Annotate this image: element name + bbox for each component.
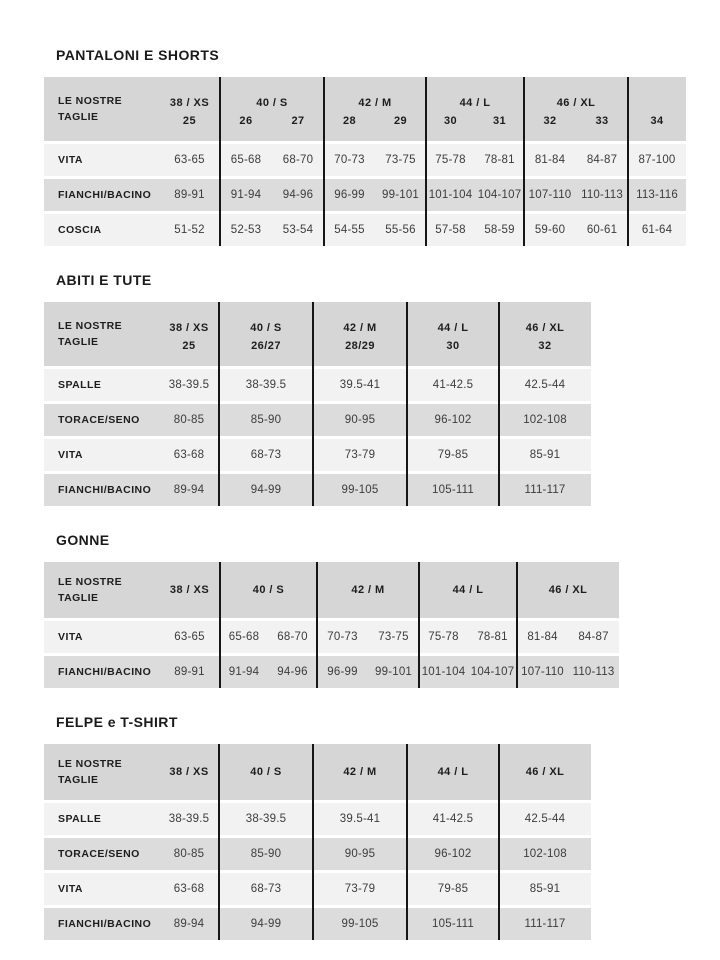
measure-value: 68-70 bbox=[268, 618, 317, 653]
measure-value: 85-90 bbox=[219, 401, 313, 436]
section-title: PANTALONI E SHORTS bbox=[56, 47, 220, 63]
measure-value: 57-58 bbox=[426, 211, 475, 246]
size-number: 26/27 bbox=[219, 337, 313, 366]
measure-value: 75-78 bbox=[419, 618, 468, 653]
table-row bbox=[44, 211, 686, 246]
corner-label: LE NOSTRE TAGLIE bbox=[44, 302, 159, 366]
size-group-label: 38 / XS bbox=[159, 562, 220, 618]
measure-value: 78-81 bbox=[475, 141, 524, 176]
table-row bbox=[44, 176, 686, 211]
measure-value: 68-73 bbox=[219, 870, 313, 905]
size-group-label: 40 / S bbox=[219, 744, 313, 800]
column-divider bbox=[627, 77, 629, 246]
measure-value: 89-94 bbox=[159, 905, 219, 940]
table-row bbox=[44, 141, 686, 176]
size-table-abiti bbox=[44, 302, 591, 506]
section-title: GONNE bbox=[56, 532, 110, 548]
measure-label: FIANCHI/BACINO bbox=[44, 176, 159, 211]
size-number: 30 bbox=[426, 112, 475, 141]
size-group-label: 46 / XL bbox=[499, 302, 591, 337]
size-group-label: 46 / XL bbox=[499, 744, 591, 800]
size-group-label: 44 / L bbox=[419, 562, 517, 618]
measure-label: VITA bbox=[44, 436, 159, 471]
section-gonne bbox=[44, 532, 720, 688]
measure-value: 102-108 bbox=[499, 835, 591, 870]
measure-value: 105-111 bbox=[407, 905, 499, 940]
measure-value: 42.5-44 bbox=[499, 800, 591, 835]
size-table bbox=[44, 744, 591, 940]
measure-value: 68-70 bbox=[272, 141, 324, 176]
table-row bbox=[44, 366, 591, 401]
measure-value: 85-91 bbox=[499, 870, 591, 905]
section-abiti-e-tute bbox=[44, 272, 720, 506]
measure-value: 60-61 bbox=[576, 211, 628, 246]
measure-value: 38-39.5 bbox=[159, 800, 219, 835]
section-title: ABITI E TUTE bbox=[56, 272, 152, 288]
table-row bbox=[44, 401, 591, 436]
measure-value: 65-68 bbox=[220, 618, 268, 653]
measure-value: 55-56 bbox=[375, 211, 426, 246]
measure-value: 39.5-41 bbox=[313, 800, 407, 835]
size-table bbox=[44, 77, 686, 246]
measure-label: FIANCHI/BACINO bbox=[44, 653, 159, 688]
measure-value: 96-99 bbox=[317, 653, 368, 688]
size-table bbox=[44, 302, 591, 506]
measure-value: 90-95 bbox=[313, 835, 407, 870]
size-table bbox=[44, 562, 619, 688]
measure-value: 42.5-44 bbox=[499, 366, 591, 401]
measure-value: 94-96 bbox=[268, 653, 317, 688]
section-title: FELPE e T-SHIRT bbox=[56, 714, 178, 730]
corner-label: LE NOSTRE TAGLIE bbox=[44, 77, 159, 141]
measure-value: 38-39.5 bbox=[219, 366, 313, 401]
measure-value: 89-91 bbox=[159, 653, 220, 688]
corner-label: LE NOSTRE TAGLIE bbox=[44, 744, 159, 800]
measure-value: 41-42.5 bbox=[407, 366, 499, 401]
measure-value: 99-105 bbox=[313, 471, 407, 506]
measure-value: 81-84 bbox=[524, 141, 576, 176]
measure-value: 63-65 bbox=[159, 618, 220, 653]
measure-value: 63-65 bbox=[159, 141, 220, 176]
measure-label: FIANCHI/BACINO bbox=[44, 471, 159, 506]
measure-value: 90-95 bbox=[313, 401, 407, 436]
size-number: 32 bbox=[499, 337, 591, 366]
size-group-label: 44 / L bbox=[426, 77, 524, 112]
measure-value: 68-73 bbox=[219, 436, 313, 471]
measure-value: 96-99 bbox=[324, 176, 375, 211]
size-group-label: 46 / XL bbox=[524, 77, 628, 112]
column-divider bbox=[219, 562, 221, 688]
measure-value: 101-104 bbox=[419, 653, 468, 688]
measure-value: 63-68 bbox=[159, 436, 219, 471]
measure-value: 51-52 bbox=[159, 211, 220, 246]
measure-value: 84-87 bbox=[568, 618, 619, 653]
measure-value: 58-59 bbox=[475, 211, 524, 246]
size-group-label bbox=[628, 77, 686, 112]
measure-value: 70-73 bbox=[324, 141, 375, 176]
column-divider bbox=[312, 302, 314, 506]
size-group-label: 42 / M bbox=[313, 302, 407, 337]
measure-value: 110-113 bbox=[576, 176, 628, 211]
measure-value: 38-39.5 bbox=[219, 800, 313, 835]
size-group-label: 40 / S bbox=[220, 77, 324, 112]
table-row bbox=[44, 870, 591, 905]
column-divider bbox=[316, 562, 318, 688]
size-group-label: 44 / L bbox=[407, 302, 499, 337]
column-divider bbox=[498, 302, 500, 506]
measure-value: 80-85 bbox=[159, 401, 219, 436]
size-group-label: 44 / L bbox=[407, 744, 499, 800]
size-number: 25 bbox=[159, 112, 220, 141]
column-divider bbox=[406, 744, 408, 940]
size-number: 34 bbox=[628, 112, 686, 141]
measure-value: 89-91 bbox=[159, 176, 220, 211]
size-number: 28 bbox=[324, 112, 375, 141]
table-row bbox=[44, 800, 591, 835]
measure-value: 75-78 bbox=[426, 141, 475, 176]
measure-value: 39.5-41 bbox=[313, 366, 407, 401]
measure-value: 111-117 bbox=[499, 471, 591, 506]
measure-label: FIANCHI/BACINO bbox=[44, 905, 159, 940]
measure-value: 99-101 bbox=[368, 653, 419, 688]
size-number: 29 bbox=[375, 112, 426, 141]
measure-label: SPALLE bbox=[44, 800, 159, 835]
size-group-label: 38 / XS bbox=[159, 302, 219, 337]
measure-value: 87-100 bbox=[628, 141, 686, 176]
size-number: 28/29 bbox=[313, 337, 407, 366]
measure-value: 107-110 bbox=[524, 176, 576, 211]
size-group-label: 38 / XS bbox=[159, 744, 219, 800]
table-row bbox=[44, 653, 619, 688]
size-number: 30 bbox=[407, 337, 499, 366]
size-group-label: 38 / XS bbox=[159, 77, 220, 112]
size-number: 25 bbox=[159, 337, 219, 366]
measure-value: 91-94 bbox=[220, 176, 272, 211]
measure-value: 105-111 bbox=[407, 471, 499, 506]
measure-value: 85-91 bbox=[499, 436, 591, 471]
table-row bbox=[44, 905, 591, 940]
measure-value: 84-87 bbox=[576, 141, 628, 176]
measure-value: 96-102 bbox=[407, 401, 499, 436]
measure-value: 80-85 bbox=[159, 835, 219, 870]
size-number: 33 bbox=[576, 112, 628, 141]
measure-label: VITA bbox=[44, 870, 159, 905]
measure-value: 59-60 bbox=[524, 211, 576, 246]
measure-value: 111-117 bbox=[499, 905, 591, 940]
measure-value: 101-104 bbox=[426, 176, 475, 211]
measure-value: 110-113 bbox=[568, 653, 619, 688]
section-pantaloni-e-shorts bbox=[44, 47, 720, 246]
size-table-pantaloni bbox=[44, 77, 686, 246]
size-group-label: 40 / S bbox=[220, 562, 317, 618]
column-divider bbox=[219, 77, 221, 246]
size-group-label: 42 / M bbox=[313, 744, 407, 800]
measure-label: TORACE/SENO bbox=[44, 835, 159, 870]
measure-value: 91-94 bbox=[220, 653, 268, 688]
measure-value: 104-107 bbox=[475, 176, 524, 211]
column-divider bbox=[406, 302, 408, 506]
measure-label: VITA bbox=[44, 141, 159, 176]
measure-value: 79-85 bbox=[407, 870, 499, 905]
size-number: 27 bbox=[272, 112, 324, 141]
measure-value: 41-42.5 bbox=[407, 800, 499, 835]
measure-value: 94-99 bbox=[219, 905, 313, 940]
column-divider bbox=[323, 77, 325, 246]
measure-label: COSCIA bbox=[44, 211, 159, 246]
measure-value: 79-85 bbox=[407, 436, 499, 471]
column-divider bbox=[425, 77, 427, 246]
size-group-label: 42 / M bbox=[324, 77, 426, 112]
size-group-label: 40 / S bbox=[219, 302, 313, 337]
measure-value: 73-75 bbox=[368, 618, 419, 653]
measure-label: SPALLE bbox=[44, 366, 159, 401]
measure-value: 61-64 bbox=[628, 211, 686, 246]
measure-value: 73-79 bbox=[313, 870, 407, 905]
measure-value: 81-84 bbox=[517, 618, 568, 653]
measure-label: TORACE/SENO bbox=[44, 401, 159, 436]
column-divider bbox=[312, 744, 314, 940]
corner-label: LE NOSTRE TAGLIE bbox=[44, 562, 159, 618]
measure-value: 65-68 bbox=[220, 141, 272, 176]
measure-value: 113-116 bbox=[628, 176, 686, 211]
measure-value: 107-110 bbox=[517, 653, 568, 688]
size-table-gonne bbox=[44, 562, 619, 688]
measure-value: 52-53 bbox=[220, 211, 272, 246]
measure-value: 63-68 bbox=[159, 870, 219, 905]
measure-value: 73-75 bbox=[375, 141, 426, 176]
measure-value: 89-94 bbox=[159, 471, 219, 506]
table-row bbox=[44, 471, 591, 506]
size-group-label: 46 / XL bbox=[517, 562, 619, 618]
measure-value: 54-55 bbox=[324, 211, 375, 246]
measure-label: VITA bbox=[44, 618, 159, 653]
table-row bbox=[44, 835, 591, 870]
column-divider bbox=[218, 744, 220, 940]
measure-value: 78-81 bbox=[468, 618, 517, 653]
column-divider bbox=[218, 302, 220, 506]
measure-value: 94-96 bbox=[272, 176, 324, 211]
measure-value: 70-73 bbox=[317, 618, 368, 653]
measure-value: 99-101 bbox=[375, 176, 426, 211]
size-number: 31 bbox=[475, 112, 524, 141]
section-felpe-e-tshirt bbox=[44, 714, 720, 940]
measure-value: 85-90 bbox=[219, 835, 313, 870]
column-divider bbox=[523, 77, 525, 246]
measure-value: 102-108 bbox=[499, 401, 591, 436]
column-divider bbox=[516, 562, 518, 688]
measure-value: 73-79 bbox=[313, 436, 407, 471]
measure-value: 96-102 bbox=[407, 835, 499, 870]
table-row bbox=[44, 618, 619, 653]
table-row bbox=[44, 436, 591, 471]
size-table-felpe bbox=[44, 744, 591, 940]
measure-value: 104-107 bbox=[468, 653, 517, 688]
measure-value: 99-105 bbox=[313, 905, 407, 940]
size-number: 32 bbox=[524, 112, 576, 141]
measure-value: 53-54 bbox=[272, 211, 324, 246]
column-divider bbox=[418, 562, 420, 688]
column-divider bbox=[498, 744, 500, 940]
measure-value: 94-99 bbox=[219, 471, 313, 506]
size-number: 26 bbox=[220, 112, 272, 141]
measure-value: 38-39.5 bbox=[159, 366, 219, 401]
size-group-label: 42 / M bbox=[317, 562, 419, 618]
